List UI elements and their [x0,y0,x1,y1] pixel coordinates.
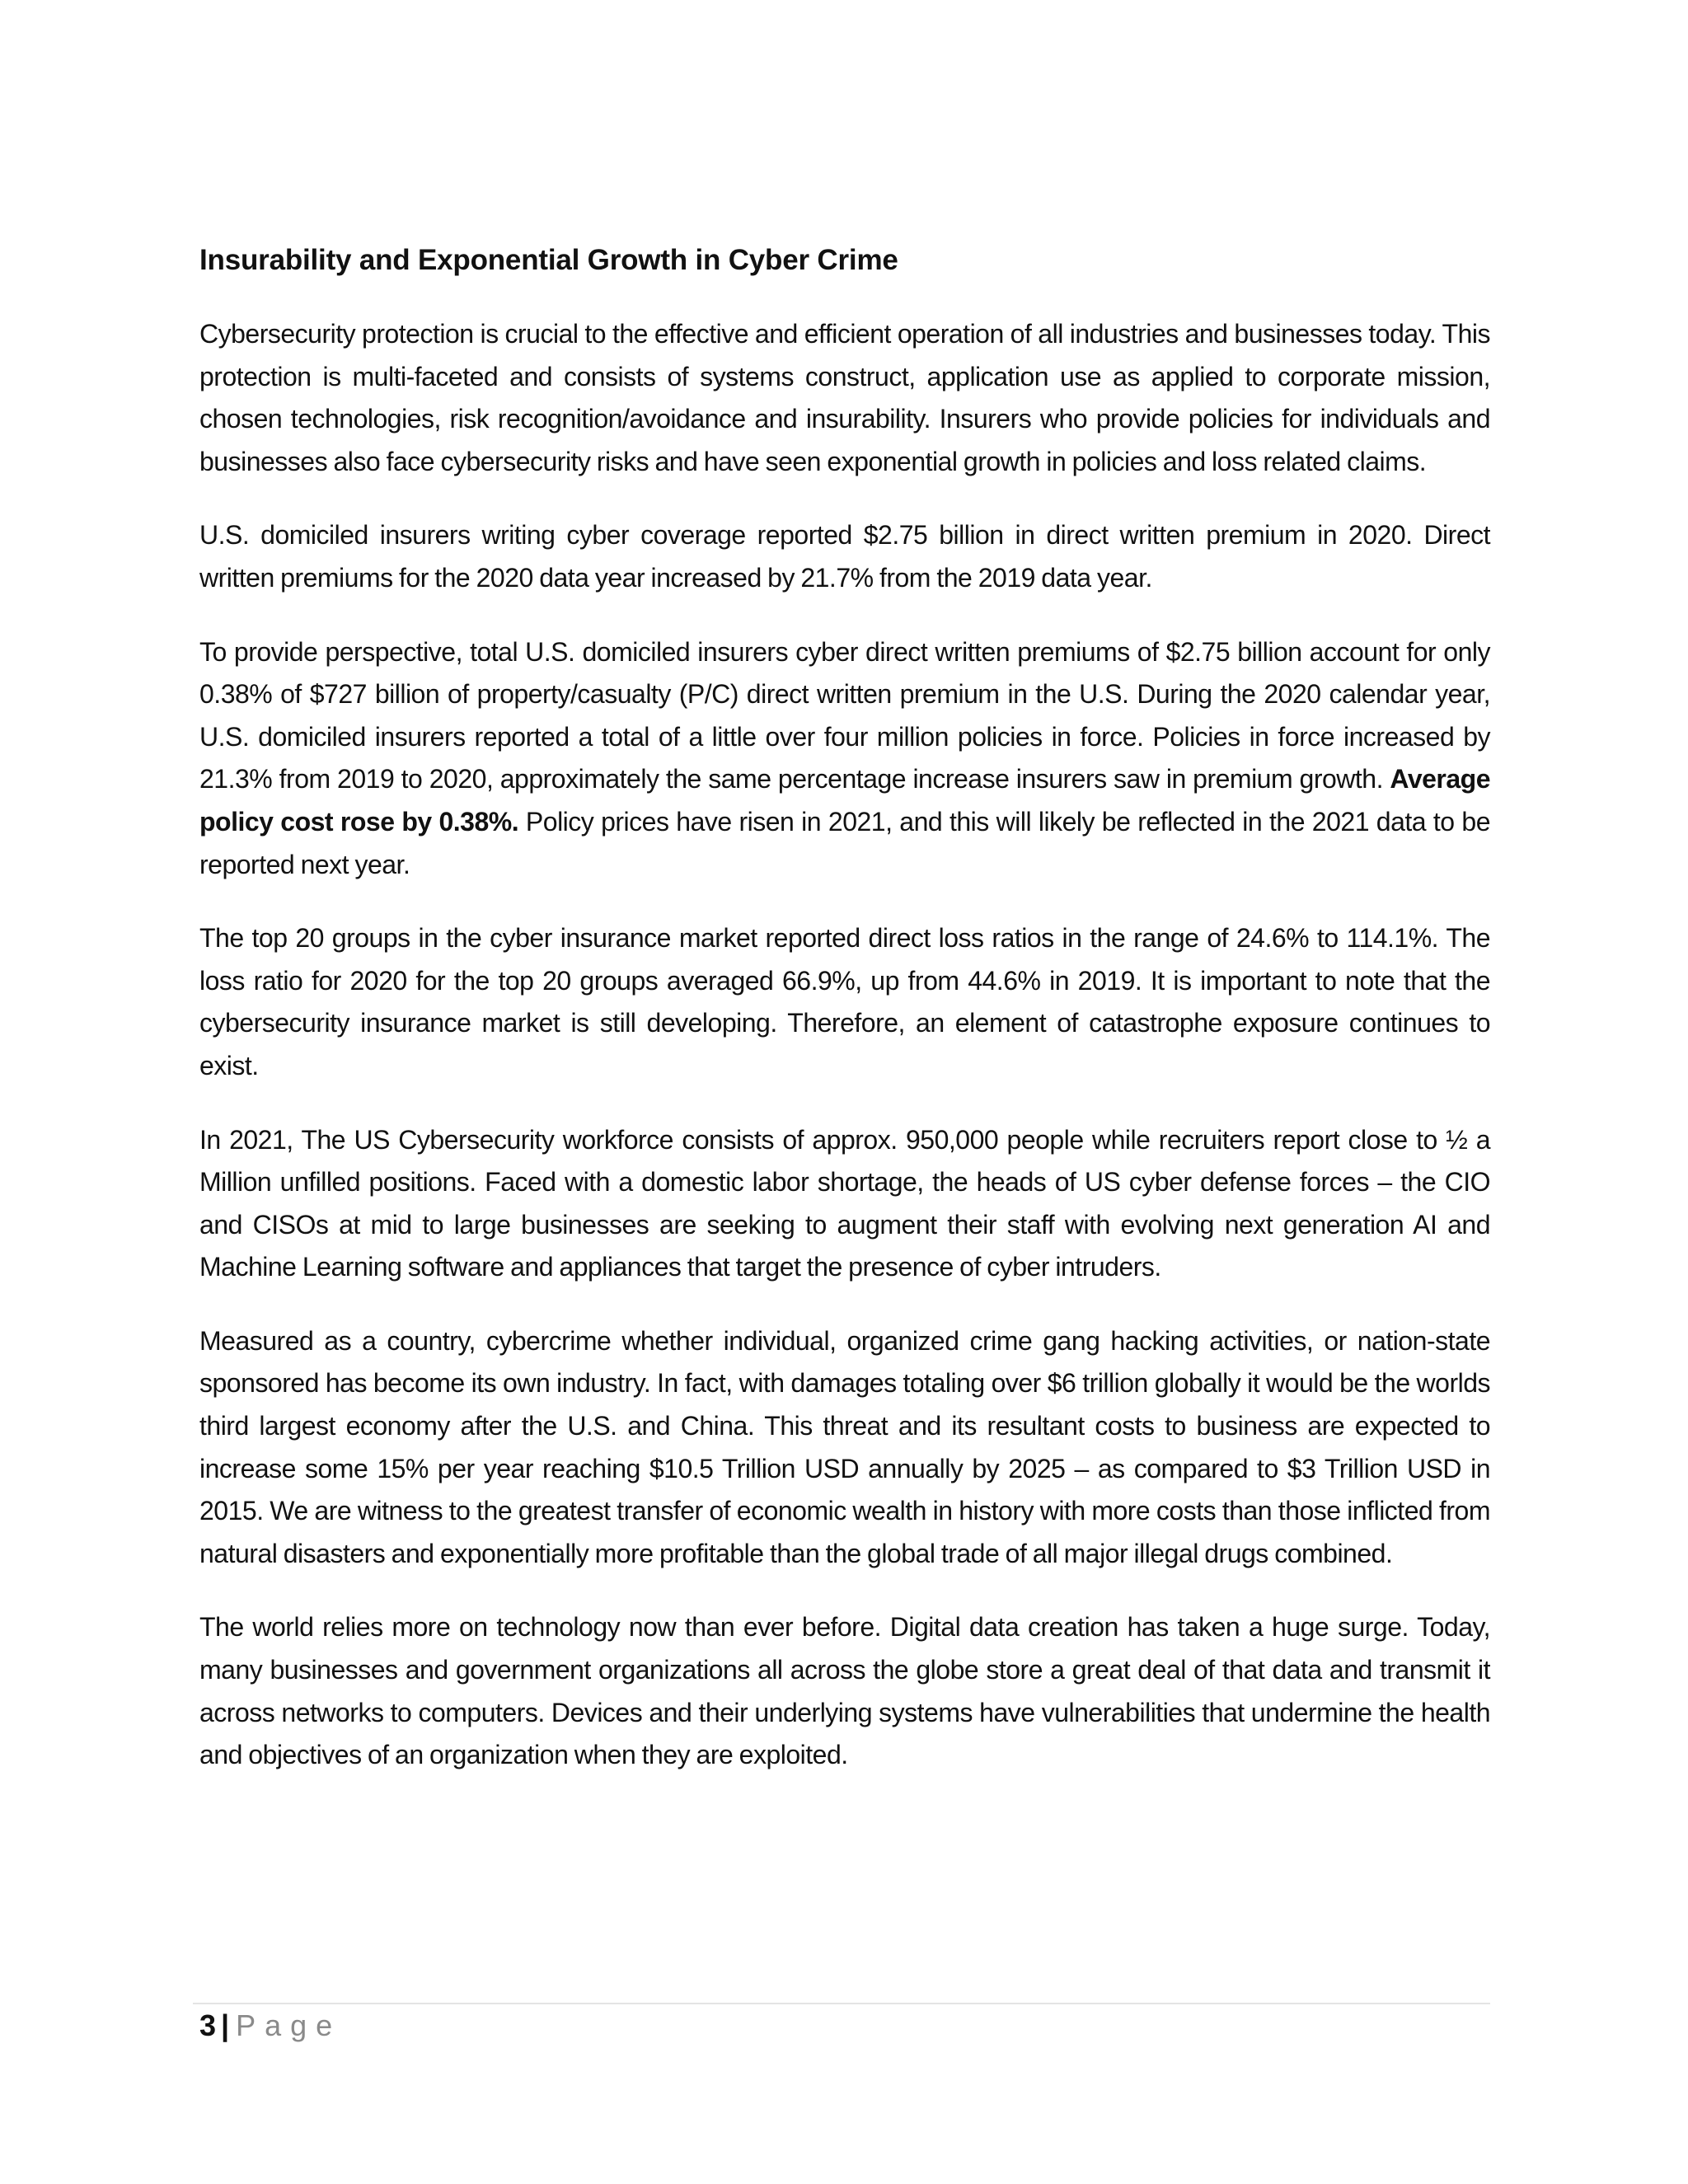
paragraph-perspective-tail: Policy prices have risen in 2021, and this will likely be reflected in the 2021 data to be reported next year. [199,806,1491,879]
section-heading: Insurability and Exponential Growth in Cyber Crime [199,244,898,276]
page-label: Page [236,2008,342,2042]
paragraph-perspective [199,631,1490,887]
paragraph-cybersecurity-protection: Cybersecurity protection is crucial to the effective and efficient operation of all industries and businesses today. This protection is multi-faceted and consists of systems construct, application use as applied to corporate mission, chosen technologies, risk recognition/avoidance and insurability. Insurers who provide policies for individuals and businesses also face cybersecurity risks and have seen exponential growth in policies and loss related claims. [199,319,1490,476]
paragraph-technology-reliance: The world relies more on technology now than ever before. Digital data creation has taken a huge surge. Today, many businesses and government organizations all across the globe store a great deal of that data and transmit it across networks to computers. Devices and their underlying systems have vulnerabilities that undermine the health and objectives of an organization when they are exploited. [199,1612,1490,1770]
paragraph-direct-written-premium: U.S. domiciled insurers writing cyber coverage reported $2.75 billion in direct written premium in 2020. Direct written premiums for the 2020 data year increased by 21.7% from the 2019 data year. [199,520,1490,593]
page-number: 3 [199,2008,217,2042]
paragraph-workforce: In 2021, The US Cybersecurity workforce consists of approx. 950,000 people while recruiters report close to ½ a Million unfilled positions. Faced with a domestic labor shortage, the heads of US cyber defense forces – the CIO and CISOs at mid to large businesses are seeking to augment their staff with evolving next generation AI and Machine Learning software and appliances that target the presence of cyber intruders. [199,1124,1490,1282]
paragraph-loss-ratios: The top 20 groups in the cyber insurance market reported direct loss ratios in the range of 24.6% to 114.1%. The loss ratio for 2020 for the top 20 groups averaged 66.9%, up from 44.6% in 2019. It is important to note that the cybersecurity insurance market is still developing. Therefore, an element of catastrophe exposure continues to exist. [199,923,1490,1080]
paragraph-perspective-bold: Average policy cost rose by 0.38%. [199,764,1490,837]
footer-separator: | [221,2008,230,2042]
paragraph-cybercrime-economy: Measured as a country, cybercrime whether individual, organized crime gang hacking activities, or nation-state sponsored has become its own industry. In fact, with damages totaling over $6 trillion globally it would be the worlds third largest economy after the U.S. and China. This threat and its resultant costs to business are expected to increase some 15% per year reaching $10.5 Trillion USD annually by 2025 – as compared to $3 Trillion USD in 2015. We are witness to the greatest transfer of economic wealth in history with more costs than those inflicted from natural disasters and exponentially more profitable than the global trade of all major illegal drugs combined. [199,1325,1490,1568]
page-footer [199,2004,341,2047]
paragraph-perspective-text: To provide perspective, total U.S. domiciled insurers cyber direct written premiums of $2.75 billion account for only 0.38% of $727 billion of property/casualty (P/C) direct written premium in the U.S. During the 2020 calendar year, U.S. domiciled insurers reported a total of a little over four million policies in force. Policies in force increased by 21.3% from 2019 to 2020, approximately the same percentage increase insurers saw in premium growth. [199,636,1490,794]
footer-divider [193,2003,1490,2004]
document-body [199,239,1490,1808]
